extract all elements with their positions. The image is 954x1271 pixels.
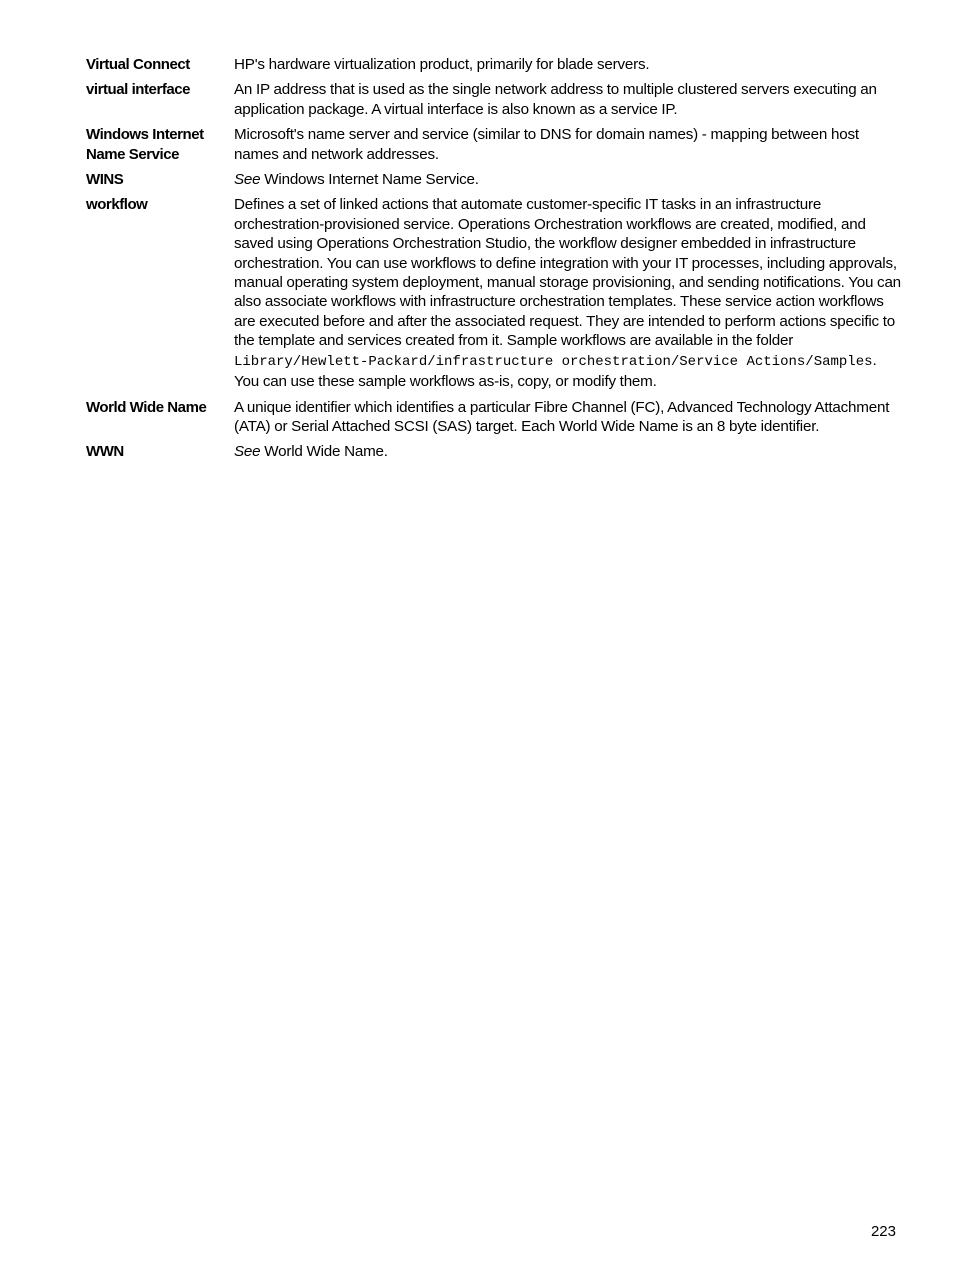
see-reference: Windows Internet Name Service. xyxy=(260,171,479,189)
definition-text: . You can use these sample workflows as-is, copy, or modify them. xyxy=(234,351,877,391)
glossary-list xyxy=(86,55,901,468)
glossary-definition: A unique identifier which identifies a particular Fibre Channel (FC), Advanced Technology Attachment (ATA) or Serial Attached SCSI (SAS) target. Each World Wide Name is an 8 byte identifier. xyxy=(234,398,890,435)
glossary-definition: An IP address that is used as the single network address to multiple clustered servers executing an application package. A virtual interface is also known as a service IP. xyxy=(234,81,877,118)
see-prefix: See xyxy=(234,443,261,461)
glossary-term: WINS xyxy=(86,171,124,189)
glossary-entry-virtual-interface xyxy=(86,80,901,119)
see-prefix: See xyxy=(234,171,261,189)
glossary-entry-wins xyxy=(86,170,901,189)
folder-path: Library/Hewlett-Packard/infrastructure orchestration/Service Actions/Samples xyxy=(234,353,873,370)
glossary-term: WWN xyxy=(86,443,124,461)
glossary-entry-wwn xyxy=(86,442,901,461)
glossary-definition xyxy=(234,170,901,189)
glossary-entry-workflow xyxy=(86,195,901,391)
glossary-term: virtual interface xyxy=(86,81,191,99)
see-reference: World Wide Name. xyxy=(260,443,388,461)
glossary-entry-windows-internet-name-service xyxy=(86,125,901,164)
glossary-definition: Microsoft's name server and service (similar to DNS for domain names) - mapping between host names and network addresses. xyxy=(234,126,859,163)
definition-text: Defines a set of linked actions that automate customer-specific IT tasks in an infrastructure orchestration-provisioned service. Operations Orchestration workflows are created, modified, and saved using Operations Orchestration Studio, the workflow designer embedded in infrastructure orchestration. You can use workflows to define integration with your IT processes, including approvals, manual operating system deployment, manual storage provisioning, and sending notifications. You can also associate workflows with infrastructure orchestration templates. These service action workflows are executed before and after the associated request. They are intended to perform actions specific to the template and services created from it. Sample workflows are available in the folder xyxy=(234,196,901,350)
glossary-definition: HP's hardware virtualization product, primarily for blade servers. xyxy=(234,56,650,73)
glossary-term: Windows Internet Name Service xyxy=(86,126,204,163)
glossary-entry-virtual-connect xyxy=(86,55,901,74)
page-number: 223 xyxy=(870,1223,896,1240)
glossary-definition xyxy=(234,195,901,391)
glossary-term: workflow xyxy=(86,196,148,214)
glossary-term: World Wide Name xyxy=(86,398,207,416)
glossary-term: Virtual Connect xyxy=(86,56,190,73)
glossary-definition xyxy=(234,442,901,461)
glossary-entry-world-wide-name xyxy=(86,398,901,437)
